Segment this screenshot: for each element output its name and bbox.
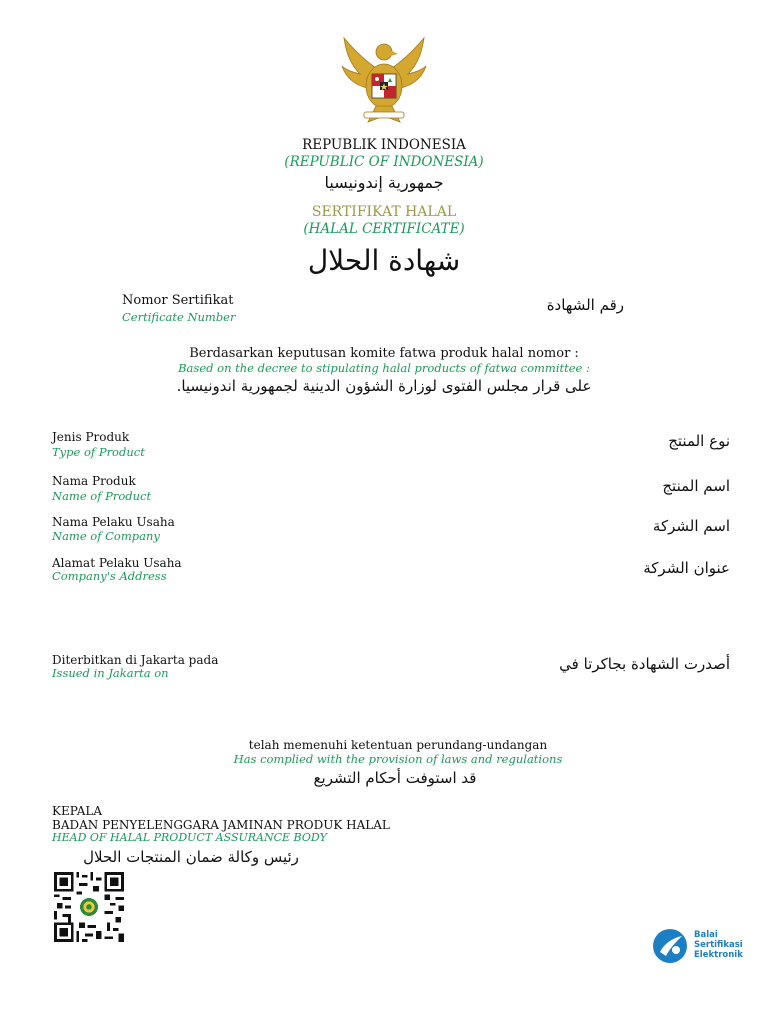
issued-label-en: Issued in Jakarta on [52,666,169,680]
product-type-label-id: Jenis Produk [52,430,130,444]
product-type-label-ar: نوع المنتج [668,432,730,450]
country-name-id: REPUBLIK INDONESIA [302,137,466,153]
country-name-ar: جمهورية إندونيسيا [324,173,444,192]
garuda-emblem-icon [336,32,432,128]
product-name-label-id: Nama Produk [52,474,136,488]
signatory-title: KEPALA [52,804,102,818]
issued-label-ar: أصدرت الشهادة بجاكرتا في [559,655,730,673]
company-name-label-en: Name of Company [52,529,160,543]
compliance-text-en: Has complied with the provision of laws and regulations [233,752,563,766]
signatory-agency-en: HEAD OF HALAL PRODUCT ASSURANCE BODY [52,831,327,844]
product-name-label-ar: اسم المنتج [662,477,730,495]
certificate-number-label-id: Nomor Sertifikat [122,293,234,308]
compliance-text-id: telah memenuhi ketentuan perundang-undangan [248,738,548,752]
company-address-label-id: Alamat Pelaku Usaha [52,556,182,570]
company-name-label-id: Nama Pelaku Usaha [52,515,175,529]
certificate-title-id: SERTIFIKAT HALAL [311,204,457,220]
country-name-en: (REPUBLIC OF INDONESIA) [284,154,484,170]
signatory-agency-ar: رئيس وكالة ضمان المنتجات الحلال [83,848,299,866]
company-address-label-en: Company's Address [52,569,167,583]
bse-logo-line2: Sertifikasi [694,940,743,950]
certificate-title-ar: شهادة الحلال [307,244,461,277]
company-address-label-ar: عنوان الشركة [643,559,730,577]
bse-logo-line1: Balai [694,930,718,940]
compliance-text-ar: قد استوفت أحكام التشريع [313,769,477,787]
certificate-number-label-en: Certificate Number [122,310,236,324]
product-name-label-en: Name of Product [52,489,152,503]
issued-label-id: Diterbitkan di Jakarta pada [52,653,219,667]
decree-text-ar: على قرار مجلس الفتوى لوزارة الشؤون الدينية لجمهورية اندونيسيا. [176,377,592,395]
signatory-agency-id: BADAN PENYELENGGARA JAMINAN PRODUK HALAL [52,818,390,832]
decree-text-en: Based on the decree to stipulating halal products of fatwa committee : [178,361,590,375]
decree-text-id: Berdasarkan keputusan komite fatwa produk halal nomor : [189,346,579,361]
bse-logo [652,928,762,964]
company-name-label-ar: اسم الشركة [652,517,730,535]
qr-code-icon [52,872,126,942]
product-type-label-en: Type of Product [52,445,145,459]
bse-logo-icon [652,928,688,964]
certificate-number-label-ar: رقم الشهادة [546,296,624,314]
certificate-title-en: (HALAL CERTIFICATE) [303,221,465,237]
bse-logo-line3: Elektronik [694,950,743,960]
